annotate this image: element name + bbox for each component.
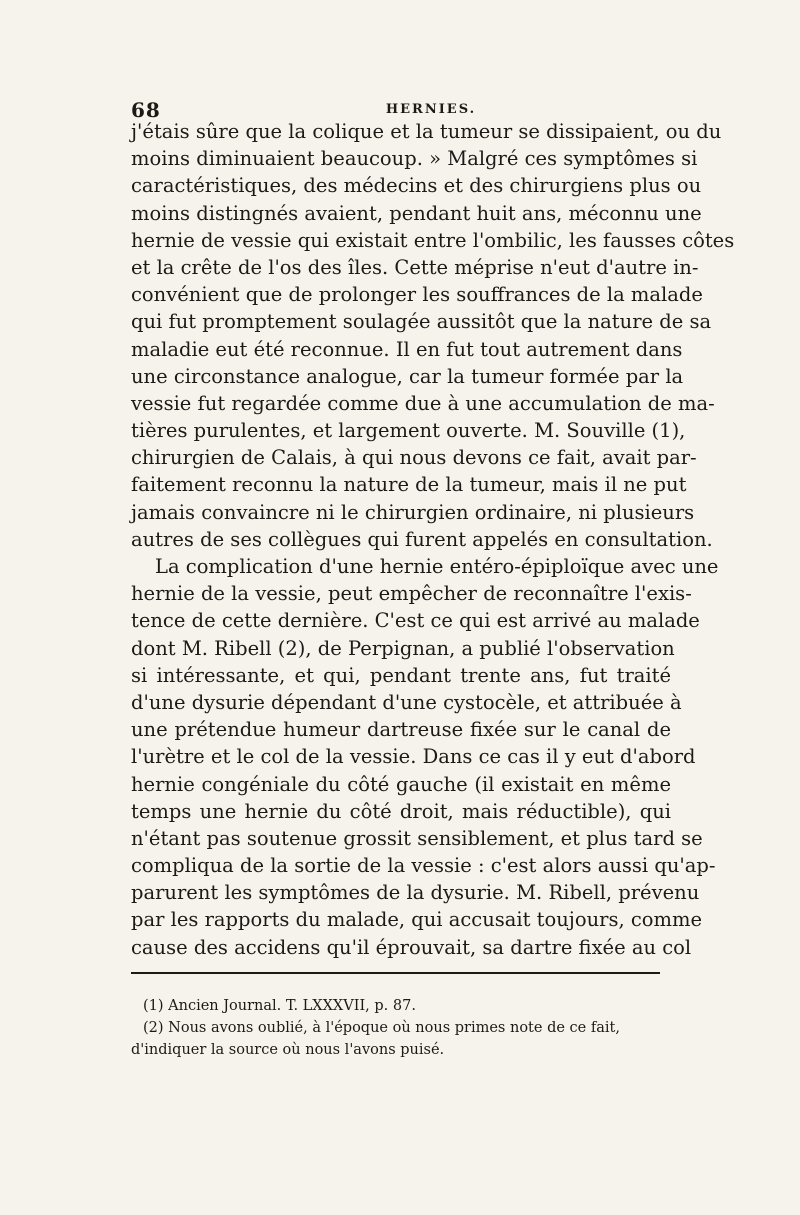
text-line: convénient que de prolonger les souffrances de la malade — [131, 283, 703, 307]
text-line: l'urètre et le col de la vessie. Dans ce cas il y eut d'abord — [131, 745, 696, 769]
text-line: j'étais sûre que la colique et la tumeur se dissipaient, ou du — [131, 120, 722, 143]
text-line: hernie congéniale du côté gauche (il existait en même — [131, 772, 671, 796]
text-line: si intéressante, et qui, pendant trente ans, fut traité — [131, 663, 671, 687]
text-line: une circonstance analogue, car la tumeur formée par la — [131, 364, 684, 388]
text-line: tières purulentes, et largement ouverte. M. Souville (1), — [131, 419, 686, 443]
footnote-2-continued: d'indiquer la source où nous l'avons puisé. — [131, 1042, 445, 1058]
text-line: hernie de vessie qui existait entre l'ombilic, les fausses côtes — [131, 228, 735, 252]
body-text — [131, 118, 735, 961]
text-line: caractéristiques, des médecins et des chirurgiens plus ou — [131, 174, 702, 198]
text-line: vessie fut regardée comme due à une accumulation de ma- — [131, 391, 715, 415]
text-line: La complication d'une hernie entéro-épiploïque avec une — [155, 555, 719, 578]
text-line: d'une dysurie dépendant d'une cystocèle, et attribuée à — [131, 690, 682, 714]
text-line: une prétendue humeur dartreuse fixée sur le canal de — [131, 718, 671, 742]
text-line: autres de ses collègues qui furent appelés en consultation. — [131, 527, 713, 551]
text-line: cause des accidens qu'il éprouvait, sa dartre fixée au col — [131, 935, 692, 959]
text-line: compliqua de la sortie de la vessie : c'est alors aussi qu'ap- — [131, 854, 716, 878]
text-line: tence de cette dernière. C'est ce qui est arrivé au malade — [131, 609, 700, 633]
text-line: temps une hernie du côté droit, mais réductible), qui — [131, 799, 671, 823]
text-line: qui fut promptement soulagée aussitôt que la nature de sa — [131, 310, 712, 334]
text-line: dont M. Ribell (2), de Perpignan, a publié l'observation — [131, 636, 675, 660]
text-line: maladie eut été reconnue. Il en fut tout autrement dans — [131, 337, 683, 361]
text-line: hernie de la vessie, peut empêcher de reconnaître l'exis- — [131, 582, 692, 606]
text-line: moins diminuaient beaucoup. » Malgré ces symptômes si — [131, 147, 698, 171]
text-line: parurent les symptômes de la dysurie. M. Ribell, prévenu — [131, 881, 700, 905]
text-line: et la crête de l'os des îles. Cette méprise n'eut d'autre in- — [131, 255, 699, 279]
text-line: chirurgien de Calais, à qui nous devons ce fait, avait par- — [131, 446, 697, 470]
text-line: jamais convaincre ni le chirurgien ordinaire, ni plusieurs — [131, 500, 695, 524]
footnote-1: (1) Ancien Journal. T. LXXXVII, p. 87. — [143, 998, 416, 1014]
text-line: par les rapports du malade, qui accusait toujours, comme — [131, 908, 703, 932]
text-line: faitement reconnu la nature de la tumeur, mais il ne put — [131, 473, 687, 497]
footnote-divider — [131, 972, 660, 974]
running-head: HERNIES. — [385, 102, 477, 117]
footnotes — [131, 995, 671, 1061]
text-line: moins distingnés avaient, pendant huit ans, méconnu une — [131, 201, 702, 225]
page-number: 68 — [131, 98, 161, 122]
text-line: n'étant pas soutenue grossit sensiblement, et plus tard se — [131, 826, 703, 850]
footnote-2: (2) Nous avons oublié, à l'époque où nous primes note de ce fait, — [143, 1020, 620, 1036]
